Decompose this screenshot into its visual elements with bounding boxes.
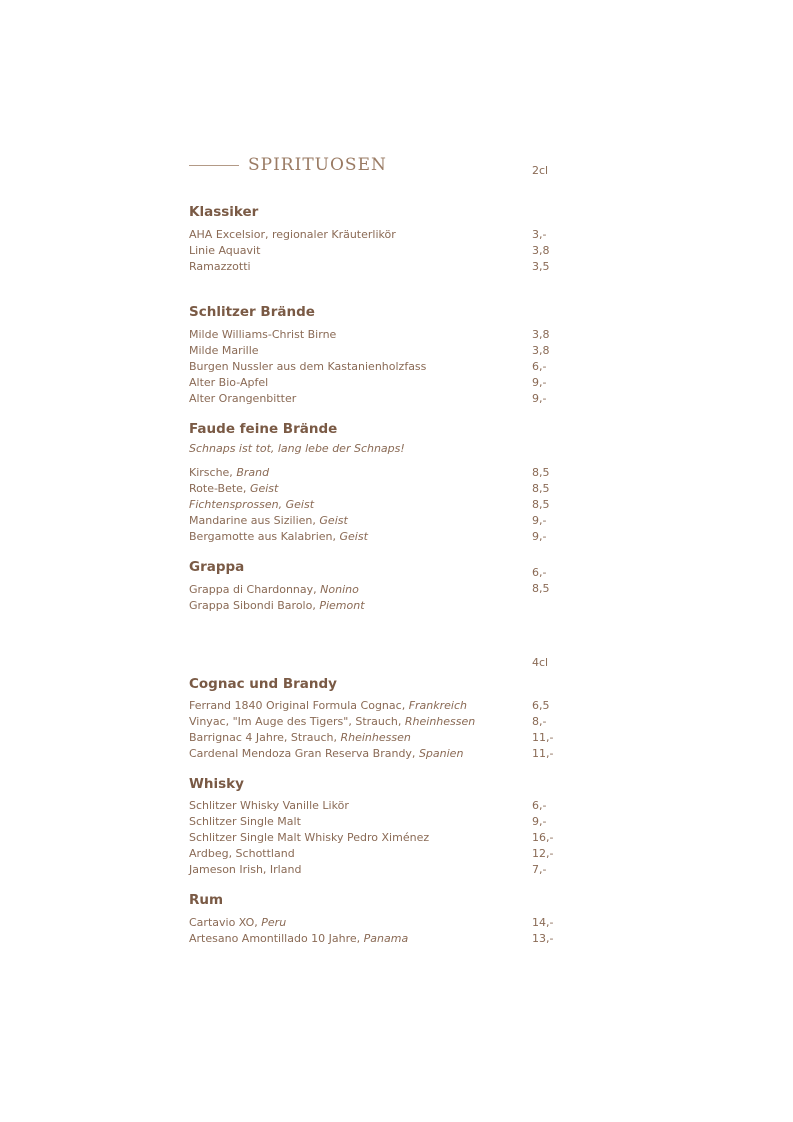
item-name: Vinyac, "Im Auge des Tigers", Strauch, Rheinhessen (189, 715, 476, 728)
item-price: 3,- (532, 228, 547, 241)
item-price: 8,5 (532, 482, 550, 495)
item-name: Burgen Nussler aus dem Kastanienholzfass (189, 360, 427, 373)
item-name: Kirsche, Brand (189, 466, 270, 479)
item-price: 9,- (532, 392, 547, 405)
section-heading-schlitzer: Schlitzer Brände (189, 304, 315, 320)
item-price: 14,- (532, 916, 554, 929)
item-price: 9,- (532, 530, 547, 543)
item-price: 9,- (532, 376, 547, 389)
item-name: Milde Marille (189, 344, 259, 357)
section-heading-rum: Rum (189, 892, 224, 908)
item-price: 3,8 (532, 244, 550, 257)
item-origin: Fichtensprossen, Geist (189, 498, 315, 511)
title-rule (189, 165, 239, 166)
item-name: Schlitzer Single Malt (189, 815, 301, 828)
section-heading-klassiker: Klassiker (189, 204, 259, 220)
item-price: 6,- (532, 566, 547, 579)
section-heading-whisky: Whisky (189, 776, 244, 792)
item-origin: Rheinhessen (340, 731, 411, 744)
item-price: 12,- (532, 847, 554, 860)
item-price: 11,- (532, 731, 554, 744)
item-name: Ferrand 1840 Original Formula Cognac, Frankreich (189, 699, 468, 712)
item-name: Schlitzer Whisky Vanille Likör (189, 799, 349, 812)
section-heading-cognac: Cognac und Brandy (189, 676, 337, 692)
item-name: Mandarine aus Sizilien, Geist (189, 514, 348, 527)
unit-2cl: 2cl (532, 164, 549, 177)
item-name: Ramazzotti (189, 260, 251, 273)
item-name: Alter Bio-Apfel (189, 376, 269, 389)
item-price: 6,5 (532, 699, 550, 712)
item-origin: Frankreich (408, 699, 468, 712)
item-origin: Piemont (319, 599, 365, 612)
section-subtitle-faude: Schnaps ist tot, lang lebe der Schnaps! (189, 442, 405, 455)
item-name: Ardbeg, Schottland (189, 847, 295, 860)
item-price: 8,5 (532, 498, 550, 511)
item-price: 16,- (532, 831, 554, 844)
item-price: 6,- (532, 799, 547, 812)
item-price: 8,5 (532, 582, 550, 595)
item-origin: Nonino (320, 583, 359, 596)
item-price: 8,5 (532, 466, 550, 479)
item-origin: Brand (236, 466, 270, 479)
item-price: 3,5 (532, 260, 550, 273)
item-name: Rote-Bete, Geist (189, 482, 279, 495)
item-name: Artesano Amontillado 10 Jahre, Panama (189, 932, 409, 945)
item-price: 9,- (532, 815, 547, 828)
item-name: Linie Aquavit (189, 244, 261, 257)
item-name: Schlitzer Single Malt Whisky Pedro Ximénez (189, 831, 430, 844)
item-price: 13,- (532, 932, 554, 945)
item-origin: Spanien (418, 747, 464, 760)
item-origin: Rheinhessen (404, 715, 476, 728)
item-price: 7,- (532, 863, 547, 876)
page-title: SPIRITUOSEN (248, 155, 387, 175)
item-name: Grappa di Chardonnay, Nonino (189, 583, 359, 596)
unit-4cl: 4cl (532, 656, 549, 669)
item-name: Cardenal Mendoza Gran Reserva Brandy, Spanien (189, 747, 464, 760)
item-price: 6,- (532, 360, 547, 373)
item-price: 11,- (532, 747, 554, 760)
item-origin: Geist (249, 482, 279, 495)
item-price: 8,- (532, 715, 547, 728)
item-name: Jameson Irish, Irland (189, 863, 302, 876)
item-name: AHA Excelsior, regionaler Kräuterlikör (189, 228, 396, 241)
item-origin: Peru (261, 916, 287, 929)
item-name: Bergamotte aus Kalabrien, Geist (189, 530, 368, 543)
section-heading-grappa: Grappa (189, 559, 245, 575)
item-name: Grappa Sibondi Barolo, Piemont (189, 599, 365, 612)
item-price: 3,8 (532, 344, 550, 357)
item-name: Milde Williams-Christ Birne (189, 328, 337, 341)
item-origin: Panama (363, 932, 409, 945)
item-origin: Geist (319, 514, 348, 527)
item-name: Cartavio XO, Peru (189, 916, 287, 929)
item-origin: Geist (339, 530, 368, 543)
item-name: Alter Orangenbitter (189, 392, 297, 405)
item-price: 3,8 (532, 328, 550, 341)
item-name (189, 498, 314, 511)
item-name: Barrignac 4 Jahre, Strauch, Rheinhessen (189, 731, 411, 744)
item-price: 9,- (532, 514, 547, 527)
section-heading-faude: Faude feine Brände (189, 421, 338, 437)
